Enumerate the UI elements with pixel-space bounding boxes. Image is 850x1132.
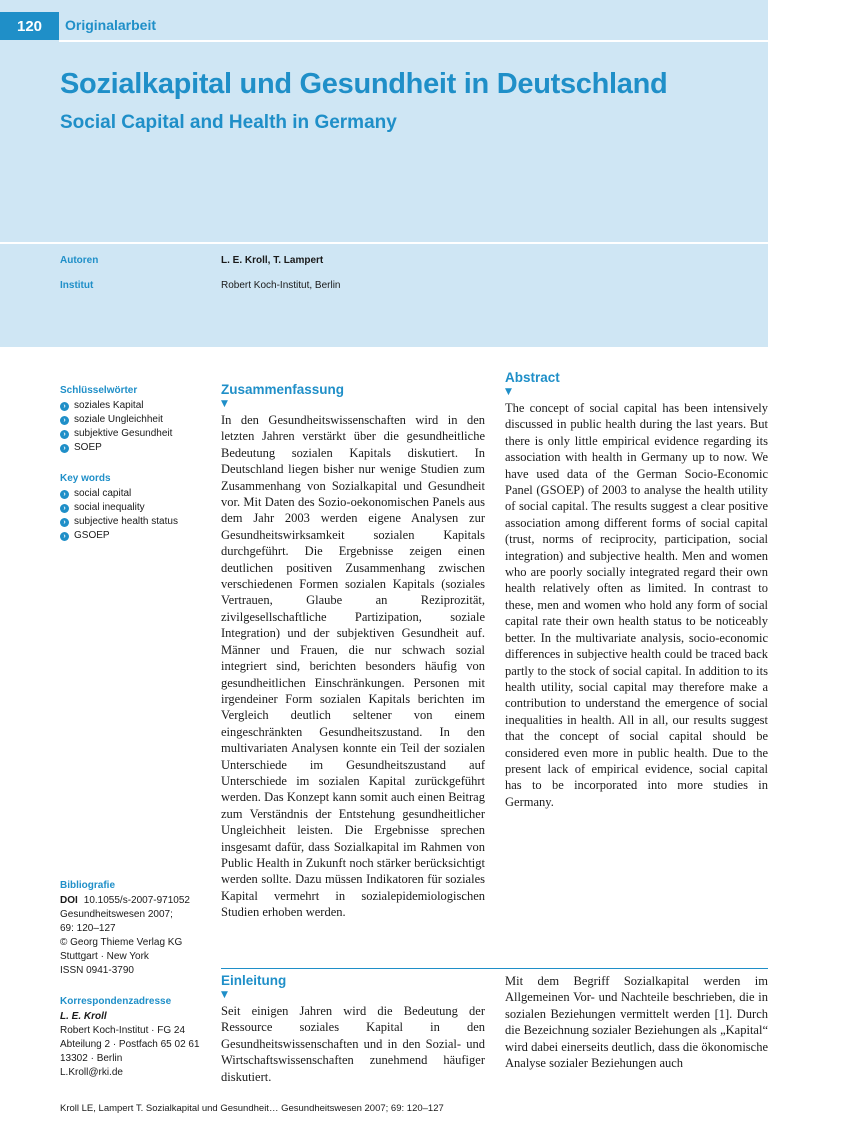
title-german: Sozialkapital und Gesundheit in Deutschland — [60, 68, 668, 100]
triangle-down-icon: ▼ — [221, 399, 228, 409]
email-link[interactable]: L.Kroll@rki.de — [60, 1067, 123, 1078]
abstract-text: The concept of social capital has been intensively discussed in public health during the last years. But there is only little empirical evidence regarding its association with health in Germany up to now. We have used data of the German Socio-Economic Panel (GSOEP) of 2003 to analyse the health utility of social capital. The results suggest a clear positive association among different forms of social capital (trust, norms of reciprocity, participation, social integration) and subjective health. Men and women who are poorly socially integrated regard their own health relatively often as limited. In contrast to these, men and women who hold any form of social capital rate their own health status to be noticeably better. In the multivariate analysis, socio-economic differences in subjective health could be traced back partly to the stock of social capital. In addition to its health utility, social capital may therefore make a contribution to understand the emergence of social inequalities in health. All in all, our results suggest that the concept of social capital should be considered even more in public health. Due to the present lack of empirical evidence, social capital has to be incorporated into more studies in Germany. — [505, 401, 768, 809]
keywords-en-list — [60, 487, 210, 543]
institute: Robert Koch-Institut, Berlin — [221, 280, 341, 291]
section-divider — [221, 968, 768, 969]
title-english: Social Capital and Health in Germany — [60, 112, 397, 133]
authors-label: Autoren — [60, 255, 99, 266]
meta-band — [0, 244, 768, 347]
address-line: Robert Koch-Institut · FG 24 — [60, 1025, 186, 1036]
section-label: Originalarbeit — [65, 17, 157, 33]
bullet-arrow-icon: › — [60, 518, 69, 527]
correspondence-name: L. E. Kroll — [60, 1011, 107, 1022]
bibliography-heading: Bibliografie — [60, 880, 116, 891]
bullet-arrow-icon: › — [60, 416, 69, 425]
keyword-item: › subjektive Gesundheit — [60, 427, 210, 441]
doi-label: DOI — [60, 895, 78, 906]
keywords-de-heading: Schlüsselwörter — [60, 385, 138, 396]
biblio-line: Gesundheitswesen 2007; — [60, 909, 173, 920]
biblio-line: Stuttgart · New York — [60, 951, 149, 962]
keywords-block — [60, 384, 210, 543]
bibliography-block — [60, 879, 210, 978]
address-line: Abteilung 2 · Postfach 65 02 61 — [60, 1039, 200, 1050]
bullet-arrow-icon: › — [60, 402, 69, 411]
keywords-de-list — [60, 399, 210, 455]
biblio-line: ISSN 0941-3790 — [60, 965, 134, 976]
einleitung-section — [221, 973, 485, 1085]
bullet-arrow-icon: › — [60, 532, 69, 541]
einleitung-heading: Einleitung — [221, 973, 287, 988]
keyword-item: › social capital — [60, 487, 210, 501]
einleitung-text-left: Seit einigen Jahren wird die Bedeutung der Ressource soziales Kapital in den Gesundheitswissenschaften und in den Sozial- und Wirtschaftswissenschaften zunehmend häufiger diskutiert. — [221, 1004, 485, 1084]
triangle-down-icon: ▼ — [505, 387, 512, 397]
authors: L. E. Kroll, T. Lampert — [221, 255, 324, 266]
zusammenfassung-section — [221, 382, 485, 921]
keyword-item: › soziales Kapital — [60, 399, 210, 413]
doi-line — [60, 894, 210, 908]
abstract-heading: Abstract — [505, 370, 560, 385]
doi-value[interactable]: 10.1055/s-2007-971052 — [83, 895, 190, 906]
page-number: 120 — [0, 12, 59, 40]
correspondence-heading: Korrespondenzadresse — [60, 996, 172, 1007]
zusammenfassung-text: In den Gesundheitswissenschaften wird in den letzten Jahren verstärkt über die gesundheitliche Bedeutung sozialen Kapitals diskutiert. In Deutschland liegen bisher nur wenige Studien zum Zusammenhang von Sozialkapital und Gesundheit vor. Mit Daten des Sozio-oekonomischen Panels aus dem Jahr 2003 werden eigene Analysen zur Gesundheitswirksamkeit sozialen Kapitals durchgeführt. Die Ergebnisse zeigen einen deutlichen positiven Zusammenhang zwischen verschiedenen Formen sozialen Kapitals (soziales Vertrauen, Glaube an Reziprozität, zivilgesellschaftliche Partizipation, soziale Integration) und der subjektiven Gesundheit auf. Männer und Frauen, die nur schwach sozial integriert sind, berichten besonders häufig von gesundheitlichen Einschränkungen. Personen mit irgendeiner Form sozialen Kapitals berichten im Vergleich deutlich seltener von einem eingeschränkten Gesundheitszustand. In den multivariaten Analysen konnte ein Teil der sozialen Unterschiede im Gesundheitszustand auf Unterschiede im sozialen Kapital zurückgeführt werden. Das Konzept kann somit auch einen Beitrag zum Verständnis der Entstehung gesundheitlicher Ungleichheit leisten. Die Ergebnisse sprechen insgesamt dafür, dass Sozialkapital im Rahmen von Public Health in Zukunft noch stärker berücksichtigt werden sollte. Dazu müssen Indikatoren für soziales Kapital vermehrt in sozialepidemiologischen Studien erhoben werden. — [221, 413, 485, 920]
address-line: 13302 · Berlin — [60, 1053, 123, 1064]
keyword-item: › SOEP — [60, 441, 210, 455]
keyword-item: › subjective health status — [60, 515, 210, 529]
keyword-item: › GSOEP — [60, 529, 210, 543]
keyword-item: › social inequality — [60, 501, 210, 515]
bullet-arrow-icon: › — [60, 430, 69, 439]
bullet-arrow-icon: › — [60, 444, 69, 453]
abstract-section — [505, 370, 768, 810]
bullet-arrow-icon: › — [60, 490, 69, 499]
header-divider — [59, 40, 768, 42]
correspondence-block — [60, 995, 210, 1080]
triangle-down-icon: ▼ — [221, 990, 228, 1000]
page-footer-citation: Kroll LE, Lampert T. Sozialkapital und Gesundheit… Gesundheitswesen 2007; 69: 120–127 — [60, 1103, 444, 1114]
keywords-en-heading: Key words — [60, 473, 111, 484]
zusammenfassung-heading: Zusammenfassung — [221, 382, 345, 397]
keyword-item: › soziale Ungleichheit — [60, 413, 210, 427]
bullet-arrow-icon: › — [60, 504, 69, 513]
biblio-line: © Georg Thieme Verlag KG — [60, 937, 183, 948]
einleitung-text-right: Mit dem Begriff Sozialkapital werden im Allgemeinen Vor- und Nachteile beschrieben, die in sozialen Beziehungen vermittelt werden [1]. Durch die Bezeichnung sozialer Beziehungen als „Kapital“ wird dabei einerseits deutlich, dass die ökonomische Analyse sozialer Beziehungen auch — [505, 974, 768, 1071]
institute-label: Institut — [60, 280, 94, 291]
biblio-line: 69: 120–127 — [60, 923, 116, 934]
einleitung-continued — [505, 973, 768, 1071]
